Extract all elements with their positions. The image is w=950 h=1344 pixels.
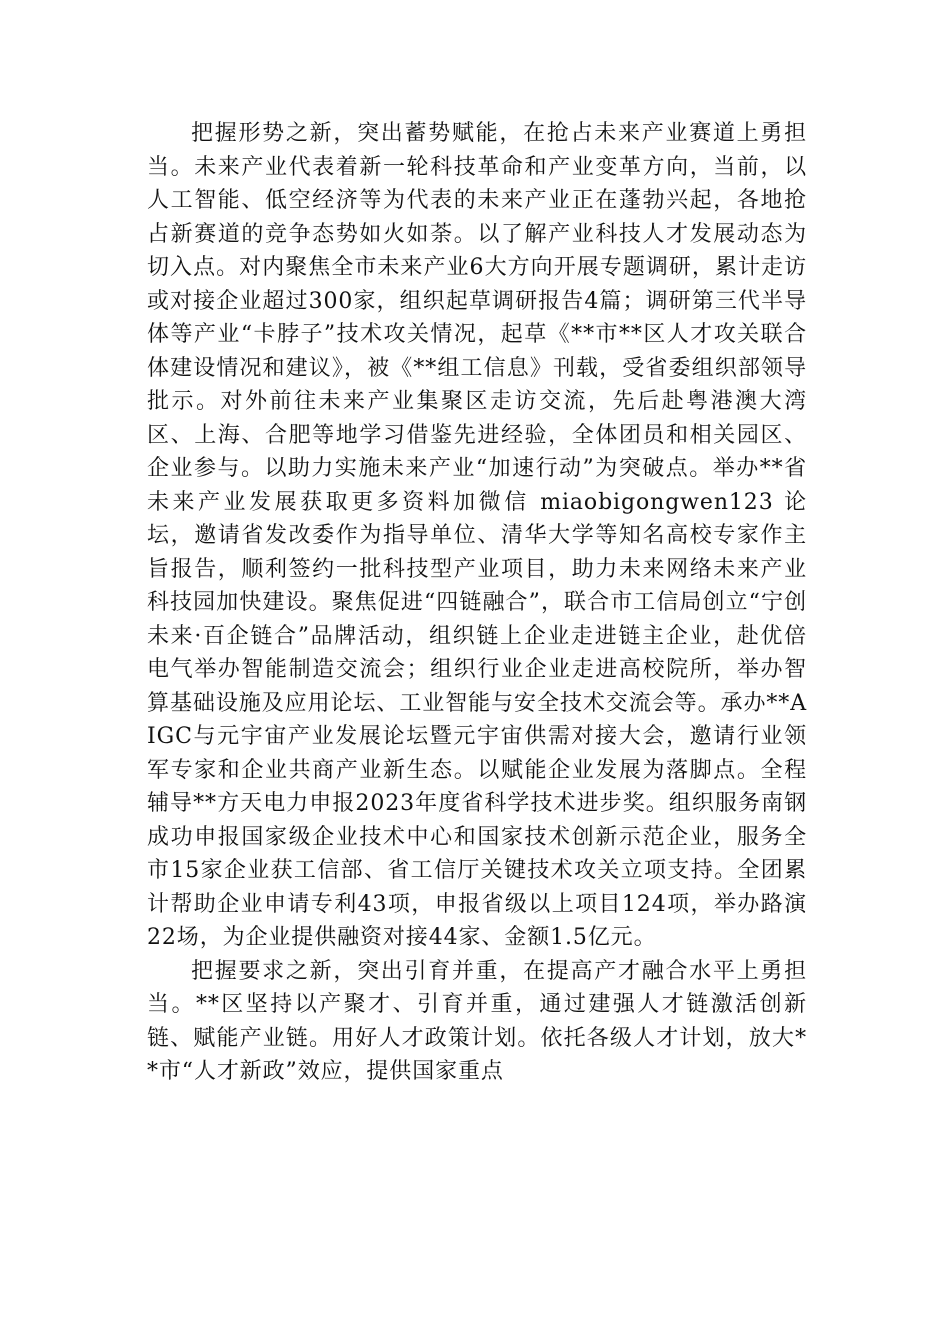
paragraph-future-industry: 把握形势之新，突出蓄势赋能，在抢占未来产业赛道上勇担当。未来产业代表着新一轮科技革命和产业变革方向，当前，以人工智能、低空经济等为代表的未来产业正在蓬勃兴起，各地抢占新赛道的竞争态势如火如荼。以了解产业科技人才发展动态为切入点。对内聚焦全市未来产业6大方向开展专题调研，累计走访或对接企业超过300家，组织起草调研报告4篇；调研第三代半导体等产业“卡脖子”技术攻关情况，起草《**市**区人才攻关联合体建设情况和建议》，被《**组工信息》刊载，受省委组织部领导批示。对外前往未来产业集聚区走访交流，先后赴粤港澳大湾区、上海、合肥等地学习借鉴先进经验，全体团员和相关园区、企业参与。以助力实施未来产业“加速行动”为突破点。举办**省未来产业发展获取更多资料加微信 miaobigongwen123 论坛，邀请省发改委作为指导单位、清华大学等知名高校专家作主旨报告，顺利签约一批科技型产业项目，助力未来网络未来产业科技园加快建设。聚焦促进“四链融合”，联合市工信局创立“宁创未来·百企链合”品牌活动，组织链上企业走进链主企业，赴优倍电气举办智能制造交流会；组织行业企业走进高校院所，举办智算基础设施及应用论坛、工业智能与安全技术交流会等。承办**AIGC与元宇宙产业发展论坛暨元宇宙供需对接大会，邀请行业领军专家和企业共商产业新生态。以赋能企业发展为落脚点。全程辅导**方天电力申报2023年度省科学技术进步奖。组织服务南钢成功申报国家级企业技术中心和国家技术创新示范企业，服务全市15家企业获工信部、省工信厅关键技术攻关立项支持。全团累计帮助企业申请专利43项，申报省级以上项目124项，举办路演22场，为企业提供融资对接44家、金额1.5亿元。 — [147, 121, 807, 950]
document-body — [147, 117, 807, 1089]
paragraph-talent-integration: 把握要求之新，突出引育并重，在提高产才融合水平上勇担当。**区坚持以产聚才、引育并重，通过建强人才链激活创新链、赋能产业链。用好人才政策计划。依托各级人才计划，放大**市“人才新政”效应，提供国家重点 — [147, 958, 807, 1084]
